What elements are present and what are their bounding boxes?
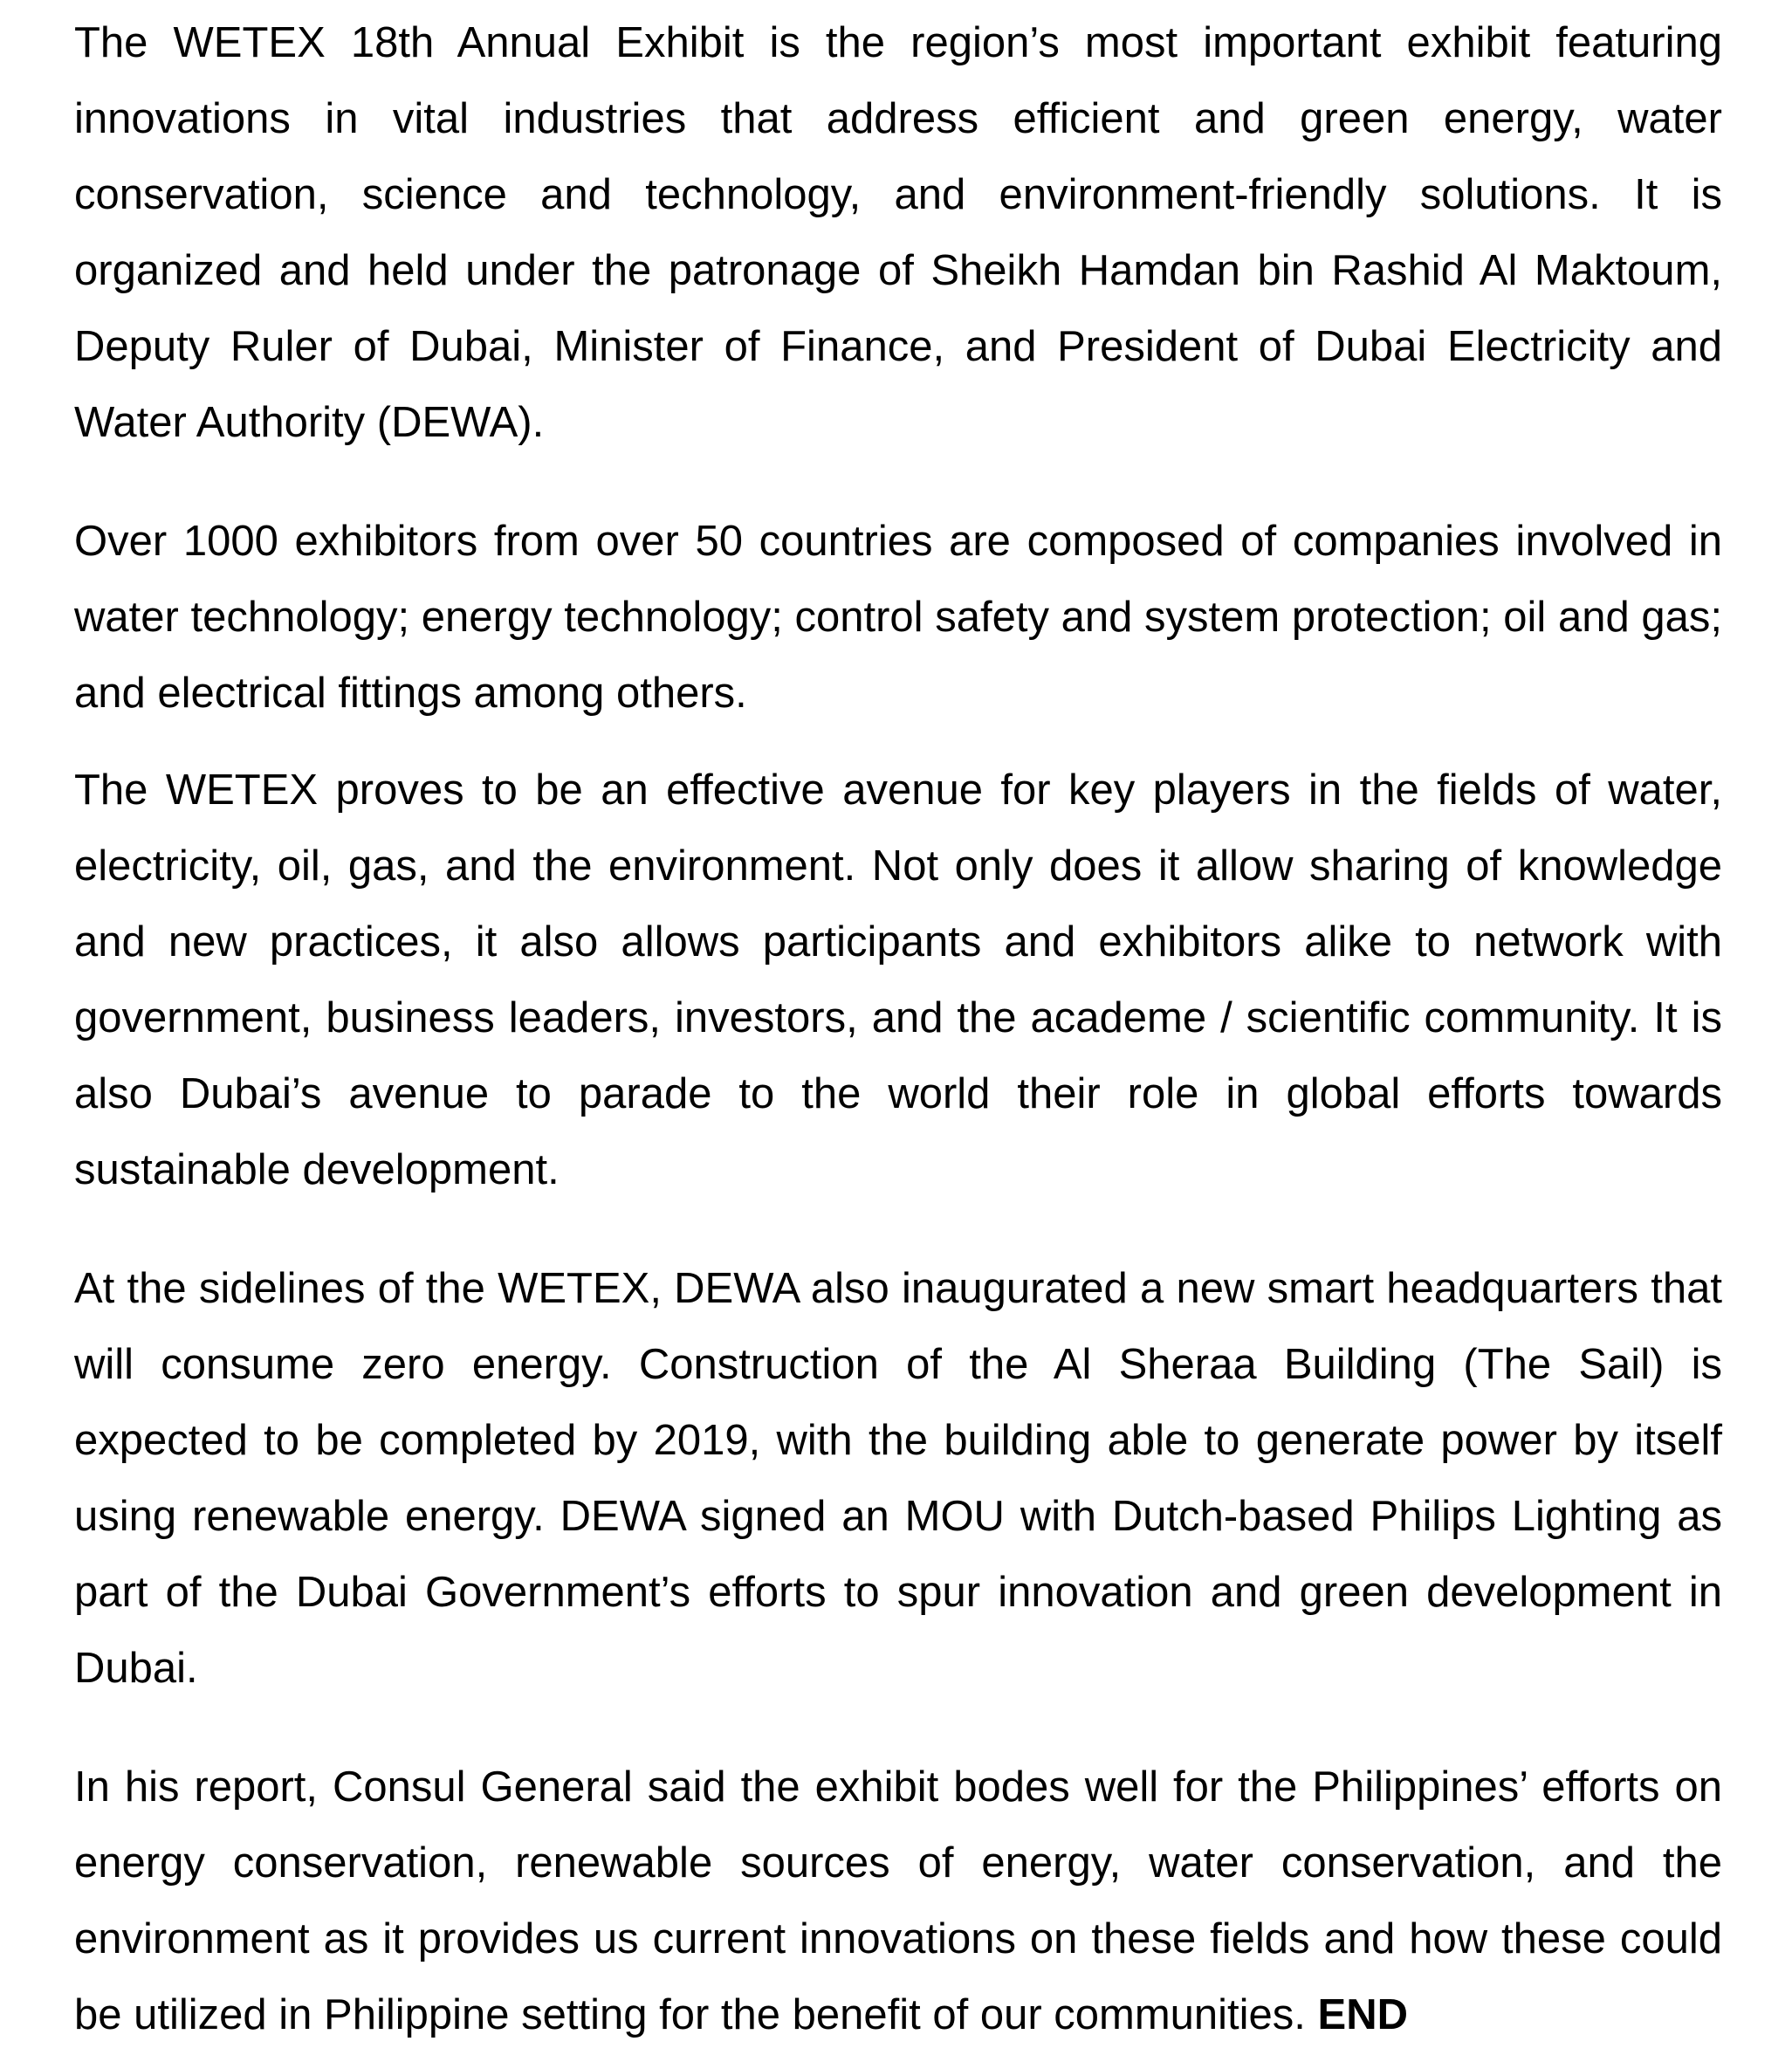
- paragraph-avenue: The WETEX proves to be an effective avenue for key players in the fields of water, electricity, oil, gas, and the environment. Not only does it allow sharing of knowledge and new practices, it also allows participants and exhibitors alike to network with government, business leaders, investors, and the academe / scientific community. It is also Dubai’s avenue to parade to the world their role in global efforts towards sustainable development.: [74, 766, 1722, 1193]
- paragraph-consul-report: [74, 1749, 1722, 2053]
- paragraph-dewa-headquarters: At the sidelines of the WETEX, DEWA also inaugurated a new smart headquarters that will consume zero energy. Construction of the Al Sheraa Building (The Sail) is expected to be completed by 2019, with the building able to generate power by itself using renewable energy. DEWA signed an MOU with Dutch-based Philips Lighting as part of the Dubai Government’s efforts to spur innovation and green development in Dubai.: [74, 1265, 1722, 1692]
- paragraph-exhibitors: Over 1000 exhibitors from over 50 countries are composed of companies involved in water technology; energy technology; control safety and system protection; oil and gas; and electrical fittings among others.: [74, 518, 1722, 717]
- paragraph-wetex-intro: The WETEX 18th Annual Exhibit is the region’s most important exhibit featuring innovations in vital industries that address efficient and green energy, water conservation, science and technology, and environment-friendly solutions. It is organized and held under the patronage of Sheikh Hamdan bin Rashid Al Maktoum, Deputy Ruler of Dubai, Minister of Finance, and President of Dubai Electricity and Water Authority (DEWA).: [74, 19, 1722, 446]
- end-mark: END: [1317, 1991, 1408, 2038]
- consul-report-text: In his report, Consul General said the exhibit bodes well for the Philippines’ efforts on energy conservation, renewable sources of energy, water conservation, and the environment as it provides us current innovations on these fields and how these could be utilized in Philippine setting for the benefit of our communities.: [74, 1763, 1722, 2038]
